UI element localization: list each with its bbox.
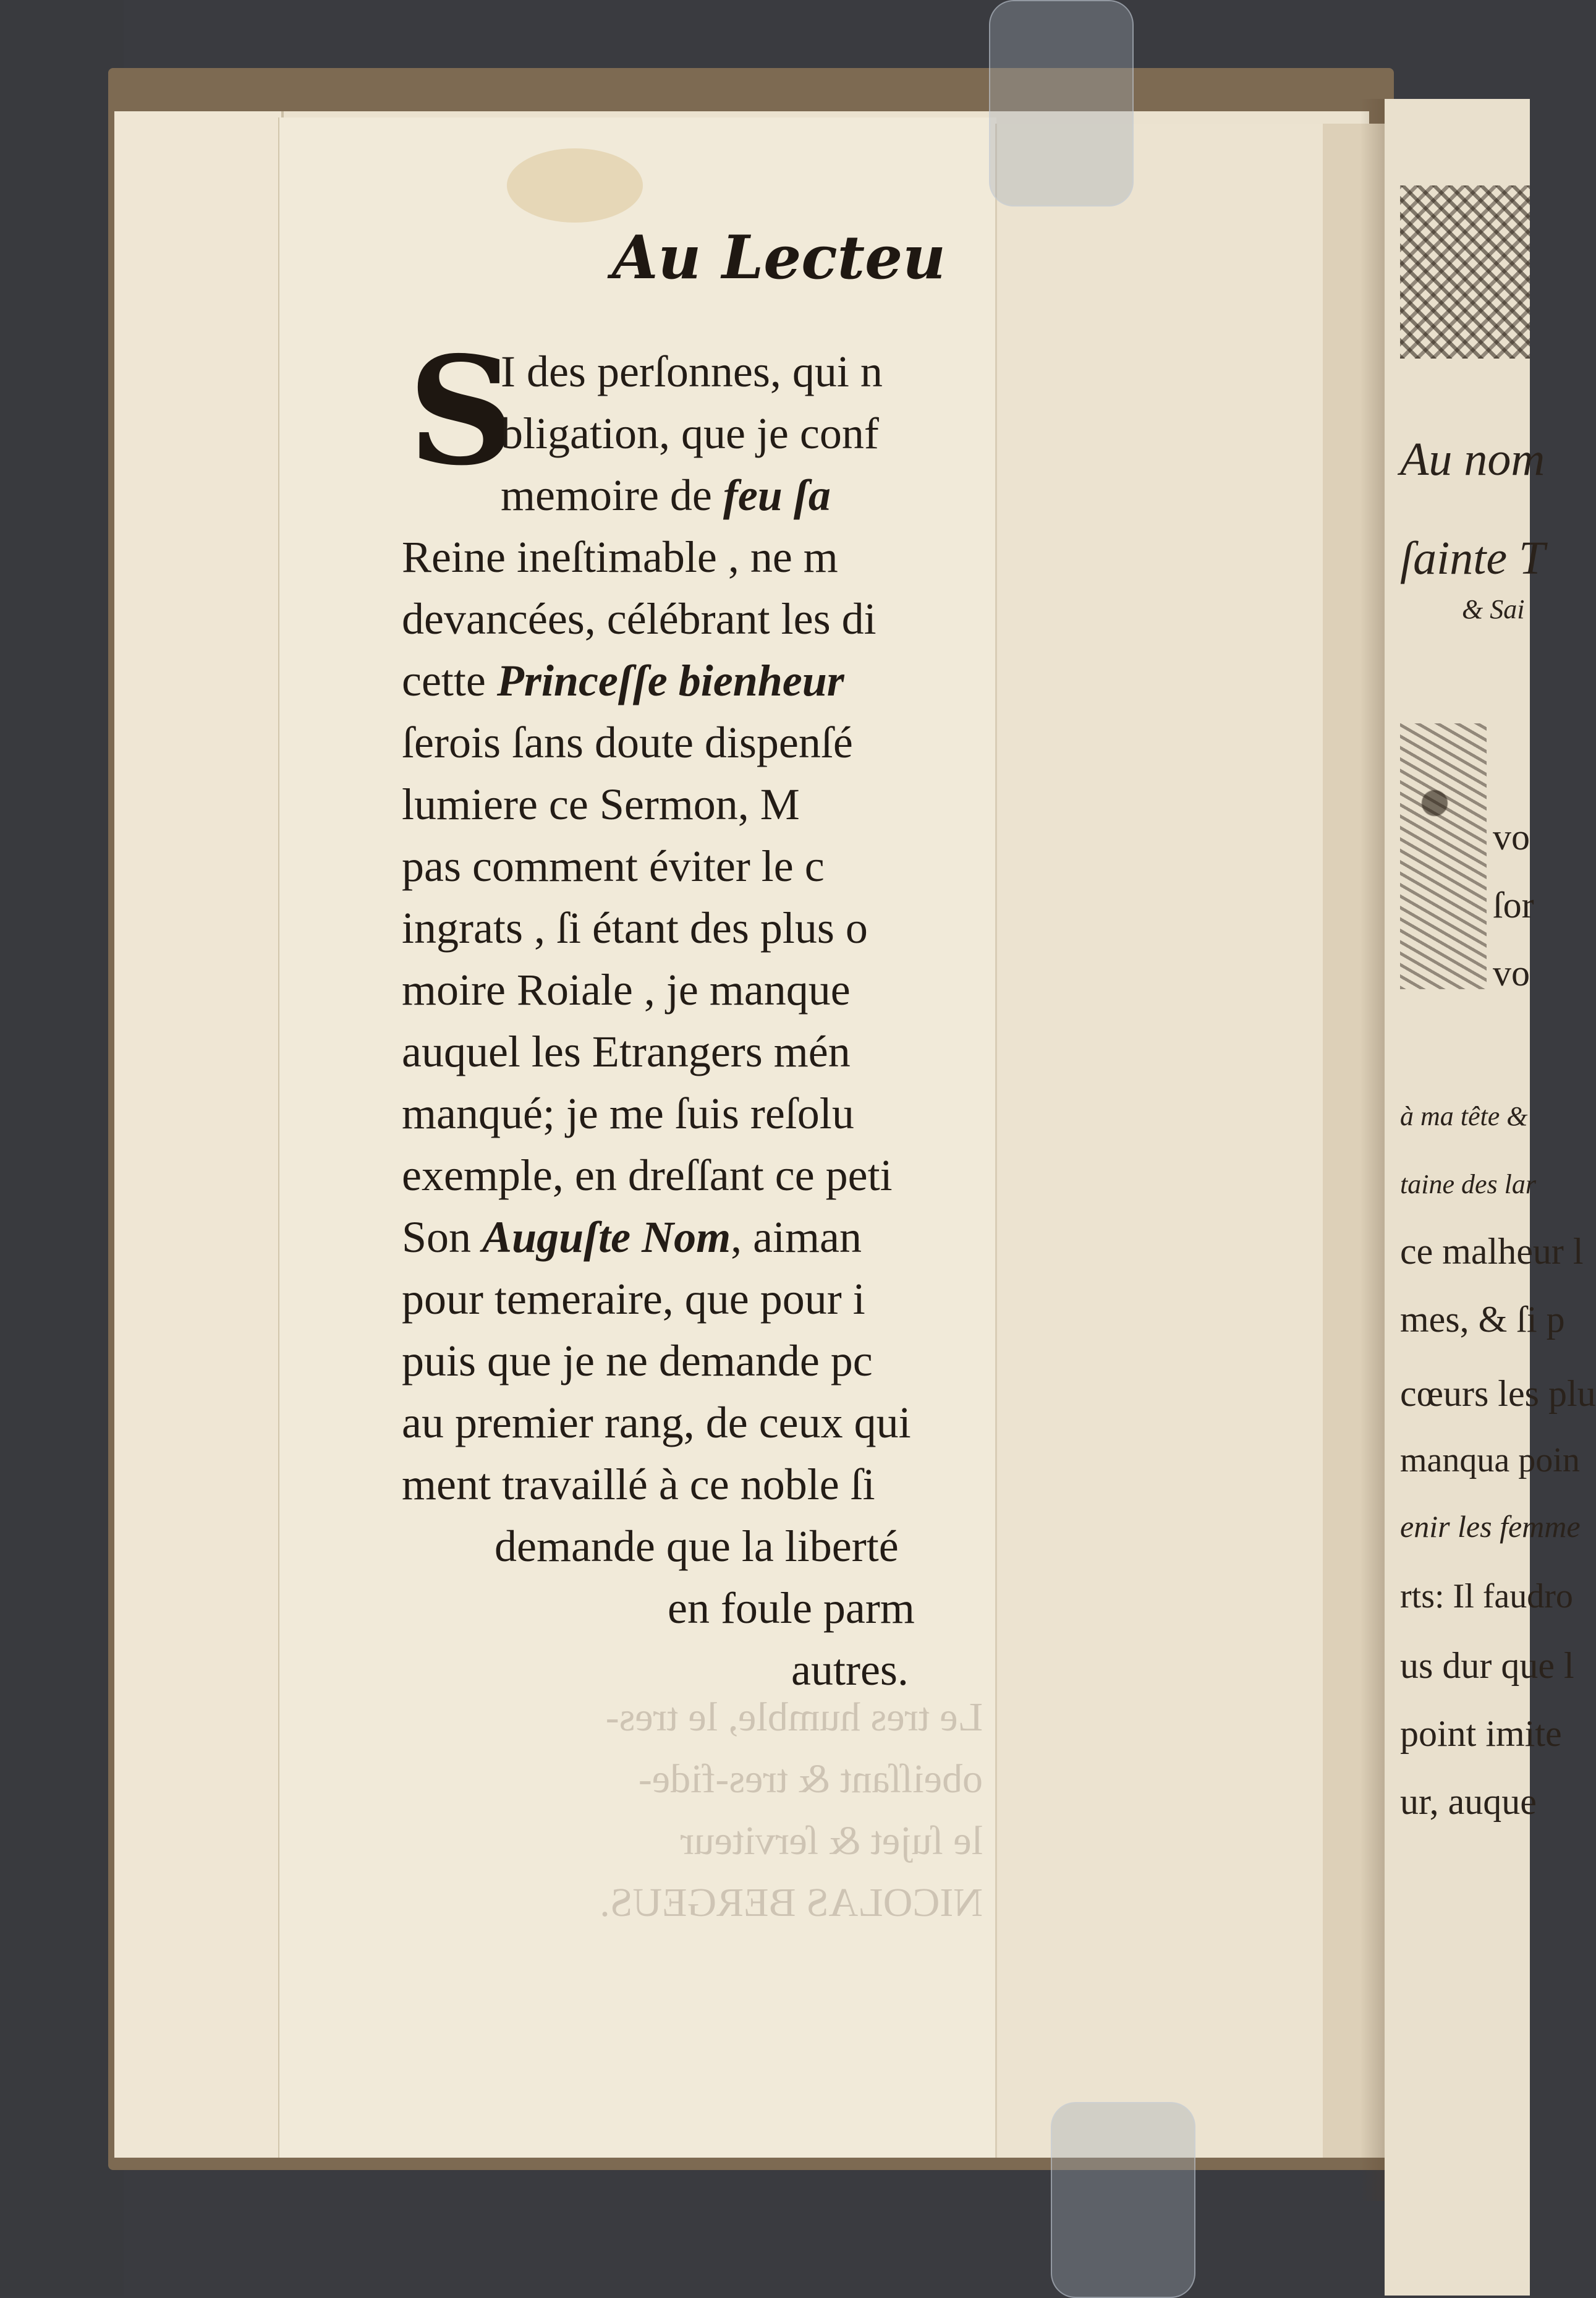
right-line-11: cœurs les plu <box>1400 1373 1596 1414</box>
text-line-13: manqué; je me ſuis reſolu <box>402 1089 854 1138</box>
text-line-10: ingrats , ſi étant des plus o <box>402 903 868 953</box>
text-line-9: pas comment éviter le c <box>402 841 825 891</box>
text-line-14: exemple, en dreſſant ce peti <box>402 1151 893 1200</box>
text-line-15-tail: , aiman <box>731 1212 862 1262</box>
show-through-line-1: Le tres humble, le tres- <box>605 1695 983 1740</box>
text-line-11: moire Roiale , je manque <box>402 965 851 1015</box>
text-line-4: Reine ineſtimable , ne m <box>402 532 838 582</box>
text-line-21: en foule parm <box>668 1583 915 1633</box>
text-line-3-roman: memoire de <box>501 470 712 520</box>
right-line-15: us dur que l <box>1400 1645 1574 1686</box>
text-line-15 <box>402 1212 995 1262</box>
right-line-16: point imite <box>1400 1713 1562 1754</box>
right-line-14: rts: Il faudro <box>1400 1577 1573 1615</box>
text-line-1: I des perſonnes, qui n <box>501 347 883 396</box>
paper-stain <box>507 148 643 223</box>
text-line-3-italic: feu ſa <box>723 470 831 520</box>
text-line-2: bligation, que je conf <box>501 409 879 458</box>
show-through-line-3: le ſujet & ſerviteur <box>680 1818 983 1863</box>
text-line-7: ſerois ſans doute dispenſé <box>402 718 853 767</box>
bottom-clip[interactable] <box>1051 2102 1195 2298</box>
text-line-6-roman: cette <box>402 656 486 705</box>
right-line-13: enir les femme <box>1400 1509 1581 1544</box>
right-line-6: vo <box>1493 953 1530 994</box>
text-line-17: puis que je ne demande pc <box>402 1336 873 1385</box>
text-line-20: demande que la liberté <box>495 1521 899 1571</box>
text-line-16: pour temeraire, que pour i <box>402 1274 865 1324</box>
text-line-6-italic: Princeſſe bienheur <box>496 656 844 705</box>
page-stub <box>114 111 284 2158</box>
text-line-3 <box>501 470 995 520</box>
page-heading: Au Lecteu <box>612 223 946 292</box>
text-line-15-roman: Son <box>402 1212 472 1262</box>
background-left <box>0 0 124 2296</box>
text-line-8: lumiere ce Sermon, M <box>402 780 800 829</box>
right-line-3: & Sai <box>1462 594 1525 624</box>
right-line-7: à ma tête & <box>1400 1101 1528 1131</box>
right-line-2: ſainte T <box>1400 532 1545 584</box>
text-line-6 <box>402 658 995 703</box>
right-line-9: ce malheur l <box>1400 1231 1584 1272</box>
right-page-text <box>1400 0 1596 2296</box>
right-line-17: ur, auque <box>1400 1781 1537 1822</box>
overlapping-leaf-strip <box>995 124 1325 2158</box>
show-through-line-4: NICOLAS BERGEUS. <box>600 1880 983 1925</box>
right-line-10: mes, & ſi p <box>1400 1299 1565 1340</box>
text-line-22: autres. <box>791 1645 909 1695</box>
right-line-12: manqua poin <box>1400 1441 1580 1479</box>
text-line-19: ment travaillé à ce noble ſi <box>402 1460 875 1509</box>
top-clip[interactable] <box>989 0 1134 206</box>
drop-cap: S <box>408 324 516 498</box>
right-line-1: Au nom <box>1400 433 1545 485</box>
right-line-8: taine des lar <box>1400 1169 1536 1199</box>
text-line-15-italic: Auguſte Nom <box>482 1212 731 1262</box>
text-line-12: auquel les Etrangers mén <box>402 1027 851 1076</box>
right-line-4: vo <box>1493 817 1530 857</box>
show-through-line-2: obeiſſant & tres-fide- <box>638 1756 983 1802</box>
text-line-5: devancées, célébrant les di <box>402 594 877 644</box>
text-line-18: au premier rang, de ceux qui <box>402 1398 911 1447</box>
right-line-5: ſor <box>1493 885 1534 926</box>
